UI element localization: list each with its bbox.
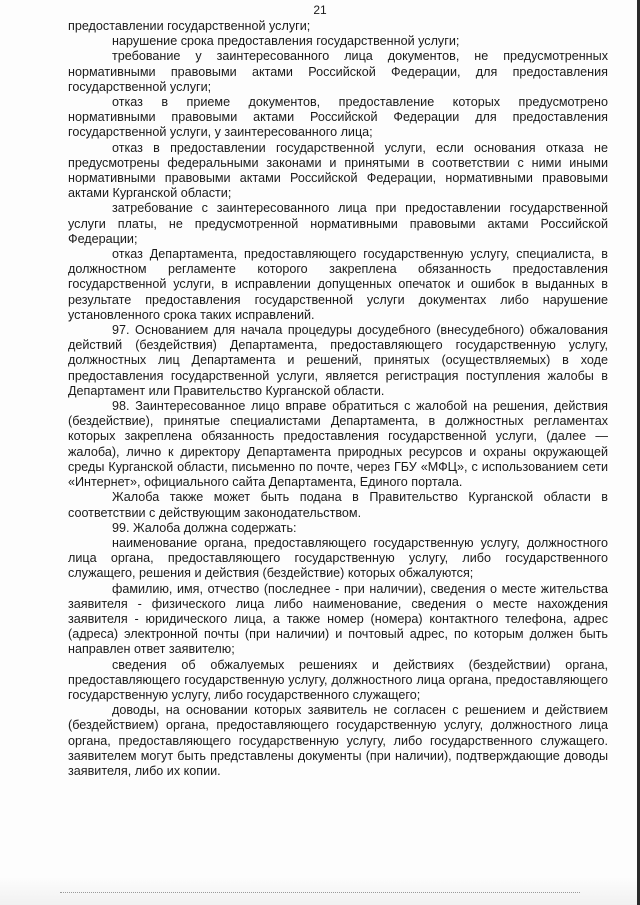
paragraph: нарушение срока предоставления государственной услуги; — [112, 34, 460, 49]
paragraph: сведения об обжалуемых решениях и действиях (бездействии) органа, предоставляющего государственную услугу, должностного лица органа, предоставляющего государственную услугу, либо государственного служащего; — [68, 657, 608, 702]
paragraph-continuation: предоставлении государственной услуги; — [68, 19, 311, 33]
paragraph: отказ в предоставлении государственной услуги, если основания отказа не предусмотрены федеральными законами и принятыми в соответствии с ними иными нормативными правовыми актами Российской Федерации, нормативными правовыми актами Курганской области; — [68, 140, 608, 201]
paragraph: наименование органа, предоставляющего государственную услугу, должностного лица органа, предоставляющего государственную услугу, либо государственного служащего, решения и действия (бездействие) которых обжалуются; — [68, 535, 608, 581]
paragraph: Жалоба также может быть подана в Правительство Курганской области в соответствии с действующим законодательством. — [68, 490, 608, 520]
paragraph: отказ в приеме документов, предоставление которых предусмотрено нормативными правовыми актами Российской Федерации для предоставления государственной услуги, у заинтересованного лица; — [68, 95, 608, 140]
paragraph-99: 99. Жалоба должна содержать: — [112, 520, 297, 535]
paragraph-98: 98. Заинтересованное лицо вправе обратиться с жалобой на решения, действия (бездействие), принятые специалистами Департамента, в должностных регламентах которых закреплена обязанность предоставления государственной услуги, (далее — жалоба), лично к директору Департамента природных ресурсов и охраны окружающей среды Курганской области, письменно по почте, через ГБУ «МФЦ», с использованием сети «Интернет», официального сайта Департамента, Единого портала. — [68, 399, 608, 490]
paragraph: отказ Департамента, предоставляющего государственную услугу, специалиста, в должностном регламенте которого закреплена обязанность предоставления государственной услуги, в исправлении допущенных опечаток и ошибок в выданных в результате предоставления государственной услуги документах либо нарушение установленного срока таких исправлений. — [68, 247, 608, 322]
paragraph: требование у заинтересованного лица документов, не предусмотренных нормативными правовыми актами Российской Федерации, для предоставления государственной услуги; — [68, 49, 608, 94]
paragraph: фамилию, имя, отчество (последнее - при наличии), сведения о месте жительства заявителя - физического лица либо наименование, сведения о месте нахождения заявителя - юридического лица, а также номер (номера) контактного телефона, адрес (адреса) электронной почты (при наличии) и почтовый адрес, по которым должен быть направлен ответ заявителю; — [68, 581, 608, 657]
paragraph: доводы, на основании которых заявитель не согласен с решением и действием (бездействием) органа, предоставляющего государственную услугу, должностного лица органа, предоставляющего государственную услугу, либо государственного служащего. заявителем могут быть представлены документы (при наличии), подтверждающие доводы заявителя, либо их копии. — [68, 703, 608, 778]
document-body — [68, 19, 608, 779]
paragraph-97: 97. Основанием для начала процедуры досудебного (внесудебного) обжалования действий (бездействия) Департамента, предоставляющего государственную услугу, должностных лиц Департамента и решений, принятых (осуществляемых) в ходе предоставления государственной услуги, является регистрация поступления жалобы в Департамент или Правительство Курганской области. — [68, 323, 608, 398]
page-number: 21 — [313, 3, 327, 17]
paragraph: затребование с заинтересованного лица при предоставлении государственной услуги платы, не предусмотренной нормативными правовыми актами Российской Федерации; — [68, 201, 608, 246]
scan-bottom-edge — [0, 877, 640, 905]
